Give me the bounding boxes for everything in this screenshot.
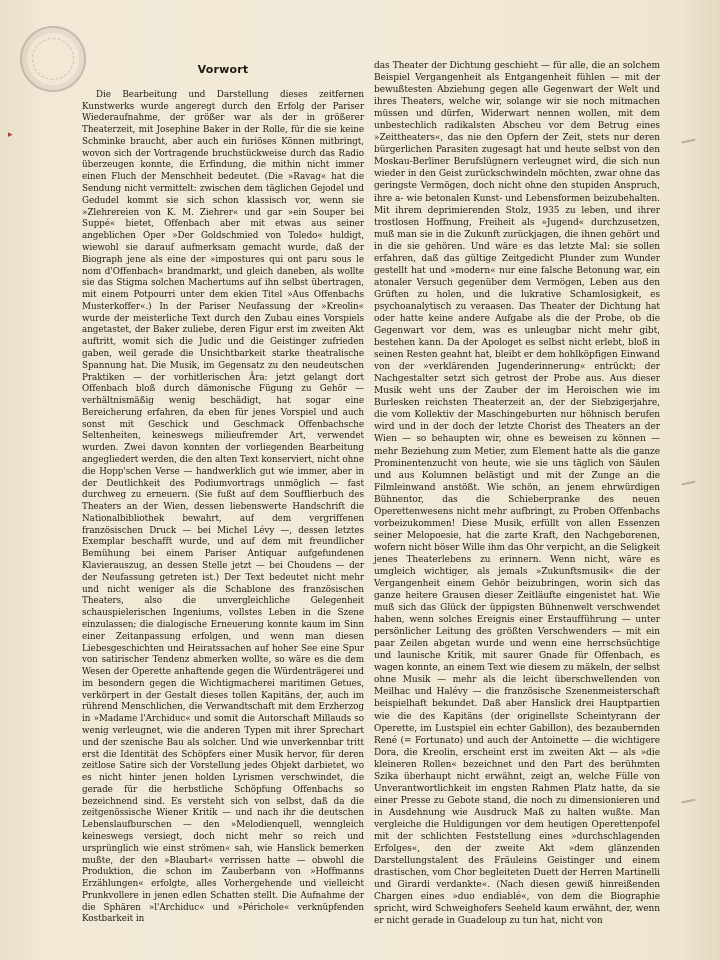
left-column: [82, 60, 364, 926]
left-column-text: Die Bearbeitung und Darstellung dieses zeitfernen Kunstwerks wurde angeregt durch den Erfolg der Pariser Wiederaufnahme, der größer war als der in größerer Theaterzeit, mit Josephine Baker in der Rolle, für die sie keine Schminke braucht, aber auch ein furiöses Können mitbringt, wovon sich der Vortragende bruchstückweise durch das Radio überzeugen konnte, die Erfindung, die mithin nicht immer einen Fluch der Menschheit bedeutet. (Die »Ravag« hat die Sendung nicht vermittelt: zwischen dem täglichen Gejodel und Gedudel kommt sie sich schon klassisch vor, wenn sie »Zlehrereien von K. M. Ziehrer« und gar »ein Souper bei Suppé« bietet, Offenbach aber mit etwas aus seiner angeblichen Oper »Der Goldschmied von Toledo« huldigt, wiewohl sie darauf aufmerksam gemacht wurde, daß der Biograph jene als eine der »impostures qui ont paru sous le nom d'Offenbach« brandmarkt, und gleich daneben, als wollte sie das Stigma solchen Machertums auf ihn selbst übertragen, mit einem Potpourri unter dem ekien Titel »Aus Offenbachs Musterkoffer«.) In der Pariser Neufassung der »Kreolin« wurde der meisterliche Text durch den Zubau eines Vorspiels angetastet, der Baker zuliebe, deren Figur erst im zweiten Akt auftritt, womit sich die Judic und die Geistinger zufrieden gaben, weil gerade die Unsichtbarkeit starke theatralische Spannung hat. Die Musik, im Gegensatz zu den neudeutschen Praktiken — der vorhitlerischen Ära: jetzt gelangt dort Offenbach bloß durch dämonische Fügung zu Gehör — verhältnismäßig wenig beschädigt, hat sogar eine Bereicherung erfahren, da eben für jenes Vorspiel und auch sonst mit Geschick und Geschmack Offenbachsche Seltenheiten, keineswegs milieufremder Art, verwendet wurden. Zwei davon konnten der vorliegenden Bearbeitung angegliedert werden, die den alten Text konserviert, nicht ohne die Hopp'schen Verse — handwerklich gut wie immer, aber in der Deutlichkeit des Podiumvortrags unmöglich — fast durchweg zu erneuern. (Sie fußt auf dem Soufflierbuch des Theaters an der Wien, dessen liebenswerte Handschrift die Nationalbibliothek bewahrt, auf dem vergriffenen französischen Druck — bei Michel Lévy —, dessen letztes Exemplar beschafft wurde, und auf dem mit freundlicher Bemühung bei einem Pariser Antiquar aufgefundenen Klavierauszug, an dessen Stelle jetzt — bei Choudens — der der Neufassung getreten ist.) Der Text bedeutet nicht mehr und nicht weniger als die Schablone des französischen Theaters, also die unvergleichliche Gelegenheit schauspielerischen Ingeniums, vollstes Leben in die Szene einzulassen; die dialogische Erneuerung konnte kaum im Sinn einer Zeitanpassung erfolgen, und wenn man diesen Liebesgeschichten und Heiratssachen auf hoher See eine Spur von satirischer Tendenz abmerken wollte, so wäre es die dem Wesen der Operette anhaftende gegen die Würdenträgerei und im besondern gegen die Wichtigmacherei maritimen Getues, verkörpert in der Gestalt dieses tollen Kapitäns, der, auch im rührend Menschlichen, die Verwandtschaft mit dem Erzherzog in »Madame l'Archiduc« und somit die Autorschaft Millauds so wenig verleugnet, wie die anderen Typen mit ihrer Sprechart und der szenische Bau als solcher. Und wie unverkennbar tritt erst die Identität des Schöpfers einer Musik hervor, für deren zeitlose Satire sich der Vorstellung jedes Objekt darbietet, wo es nicht hinter jenen holden Lyrismen verschwindet, die gerade für die herbstliche Schöpfung Offenbachs so bezeichnend sind. Es versteht sich von selbst, daß da die zeitgenössische Wiener Kritik — und nach ihr die deutschen Lebenslaufburschen — den »Melodienquell, wenngleich keineswegs versiegt, doch nicht mehr so reich und ursprünglich wie einst strömen« sah, wie Hanslick bemerken mußte, der den »Blaubart« verrissen hatte — obwohl die Produktion, die schon im Zauberbann von »Hoffmanns Erzählungen« erfolgte, alles Vorhergehende und vielleicht Prunkvollere in jenen edlen Schatten stellt. Die Aufnahme der die Sphären »l'Archiduc« und »Périchole« verknüpfenden Kostbarkeit in: [82, 89, 364, 925]
page-title: Vorwort: [197, 63, 249, 76]
library-stamp: [20, 26, 86, 92]
binding-mark-icon: [681, 139, 696, 150]
margin-mark-icon: ▸: [8, 130, 13, 140]
right-column-text: das Theater der Dichtung geschieht — für alle, die an solchem Beispiel Vergangenheit als Entgangenheit fühlen — mit der bewußtesten Abziehung gegen alle Gegenwart der Welt und ihres Theaters, welche wir, solange wir sie noch mitmachen müssen und dürfen, Widerwart nennen wollen, mit dem unbestechlich radikalsten Abscheu vor dem Betrug eines »Zeittheaters«, das nie den Opfern der Zeit, stets nur deren bürgerlichen Parasiten zugesagt hat und heute selbst von den Moskau-Berliner Berufslügnern verleugnet wird, die sich nun wieder in den Geist zurückschwindeln möchten, zwar ohne das geringste Vermögen, doch nicht ohne den stupiden Anspruch, ihre a- wie betonalen Kunst- und Lebensformen beizubehalten. Mit ihrem deprimierenden Stolz, 1935 zu leben, und ihrer trostlosen Hoffnung, Freiheit als »Jugend« durchzusetzen, muß man sie in die Zukunft zurückjagen, die ihnen gehört und in die sie gehören. Und wäre es das letzte Mal: sie sollen erfahren, daß das gültige Zeitgedicht Plunder zum Wunder gestellt hat und »modern« nur eine falsche Betonung war, ein atonaler Versuch gegenüber dem Vermögen, Leben aus den Grüften zu holen, und die lukrative Schamlosigkeit, es psychoanalytisch zu veraasen. Das Theater der Dichtung hat oder hatte keine andere Aufgabe als die der Probe, ob die Gegenwart vor dem, was es unleugbar nicht mehr gibt, bestehen kann. Da der Apologet es selbst nicht erlebt, bloß in seinen Resten geahnt hat, bleibt er dem hohlköpfigen Einwand von der »verklärenden Jugenderinnerung« entrückt; der Nachgestalter setzt sich getrost der Probe aus. Aus dieser Musik weht uns der Zauber der im Heroischen wie im Burlesken reichsten Theaterzeit an, der der Siebzigerjahre, die vom Kollektiv der Maschingeburten nur höhnisch berufen wird und in der doch der letzte Chorist des Theaters an der Wien — so behaupten wir, ohne es beweisen zu können — mehr Beziehung zum Metier, zum Element hatte als die ganze Prominentenzucht von heute, wie sie uns täglich von Säulen und aus Kolumnen belästigt und mit der Zunge an die Filmleinwand anstößt. Wie schön, an jenem ehrwürdigen Bühnentor, das die Schieberpranke des neuen Operettenwesens nicht mehr aufbringt, zu Proben Offenbachs vorbeizukommen! Diese Musik, erfüllt von allen Essenzen seiner Melopoesie, hat die zarte Kraft, den Nachgeborenen, wofern nicht böser Wille ihm das Ohr verpicht, an die Seligkeit jenes Theaterlebens zu erinnern. Wenn nicht, wäre es umgleich wichtiger, als jemals »Zukunftsmusik« die der Vergangenheit einem Gehör beizubringen, worin sich das ganze heitere Grausen dieser Zeitläufte eingenistet hat. Wie muß sich das Glück der üppigsten Bühnenwelt verschwendet haben, wenn solches Ereignis einer Erstaufführung — unter persönlicher Leitung des größten Verschwenders — mit ein paar Zeilen abgetan wurde und wenn eine herrschsüchtige und launische Kritik, mit saurer Gnade für Offenbach, es wagen konnte, an einem Text wie diesem zu mäkeln, der selbst ohne Musik — mehr als die leicht überschwellenden von Meilhac und Halévy — die französische Szenenmeisterschaft beispielhaft bekundet. Daß aber Hanslick drei Hauptpartien wie die des Kapitäns (der originellste Scheintyrann der Operette, im Lustspiel ein echter Gabillon), des bezaubernden René (= Fortunato) und auch der Antoinette — die wichtigere Dora, die Kreolin, erscheint erst im zweiten Akt — als »die kleineren Rollen« bezeichnet und den Part des berühmten Szika überhaupt nicht erwähnt, zeigt an, welche Fülle von Unverantwortlichkeit im engsten Rahmen Platz hatte, da sie einer Presse zu Gebote stand, die noch zu dimensionieren und in Ausdehnung wie Ausdruck Maß zu halten wußte. Man vergleiche die Huldigungen vor dem heutigen Operettenpofel mit der schlichten Feststellung eines »durchschlagenden Erfolges«, den der zweite Akt »dem glänzenden Darstellungstalent des Fräuleins Geistinger und einem drastischen, vom Chor begleiteten Duett der Herren Martinelli und Girardi verdankte«. (Nach diesen gewiß hinreißenden Chargen eines »duo endiablé«, von dem die Biographie spricht, wird Schweighofers Seeheld kaum erwähnt, der, wenn er nicht gerade in Guadeloup zu tun hat, nicht von: [374, 61, 660, 927]
binding-mark-icon: [681, 799, 696, 810]
binding-mark-icon: [681, 481, 696, 492]
right-column: [374, 60, 660, 927]
